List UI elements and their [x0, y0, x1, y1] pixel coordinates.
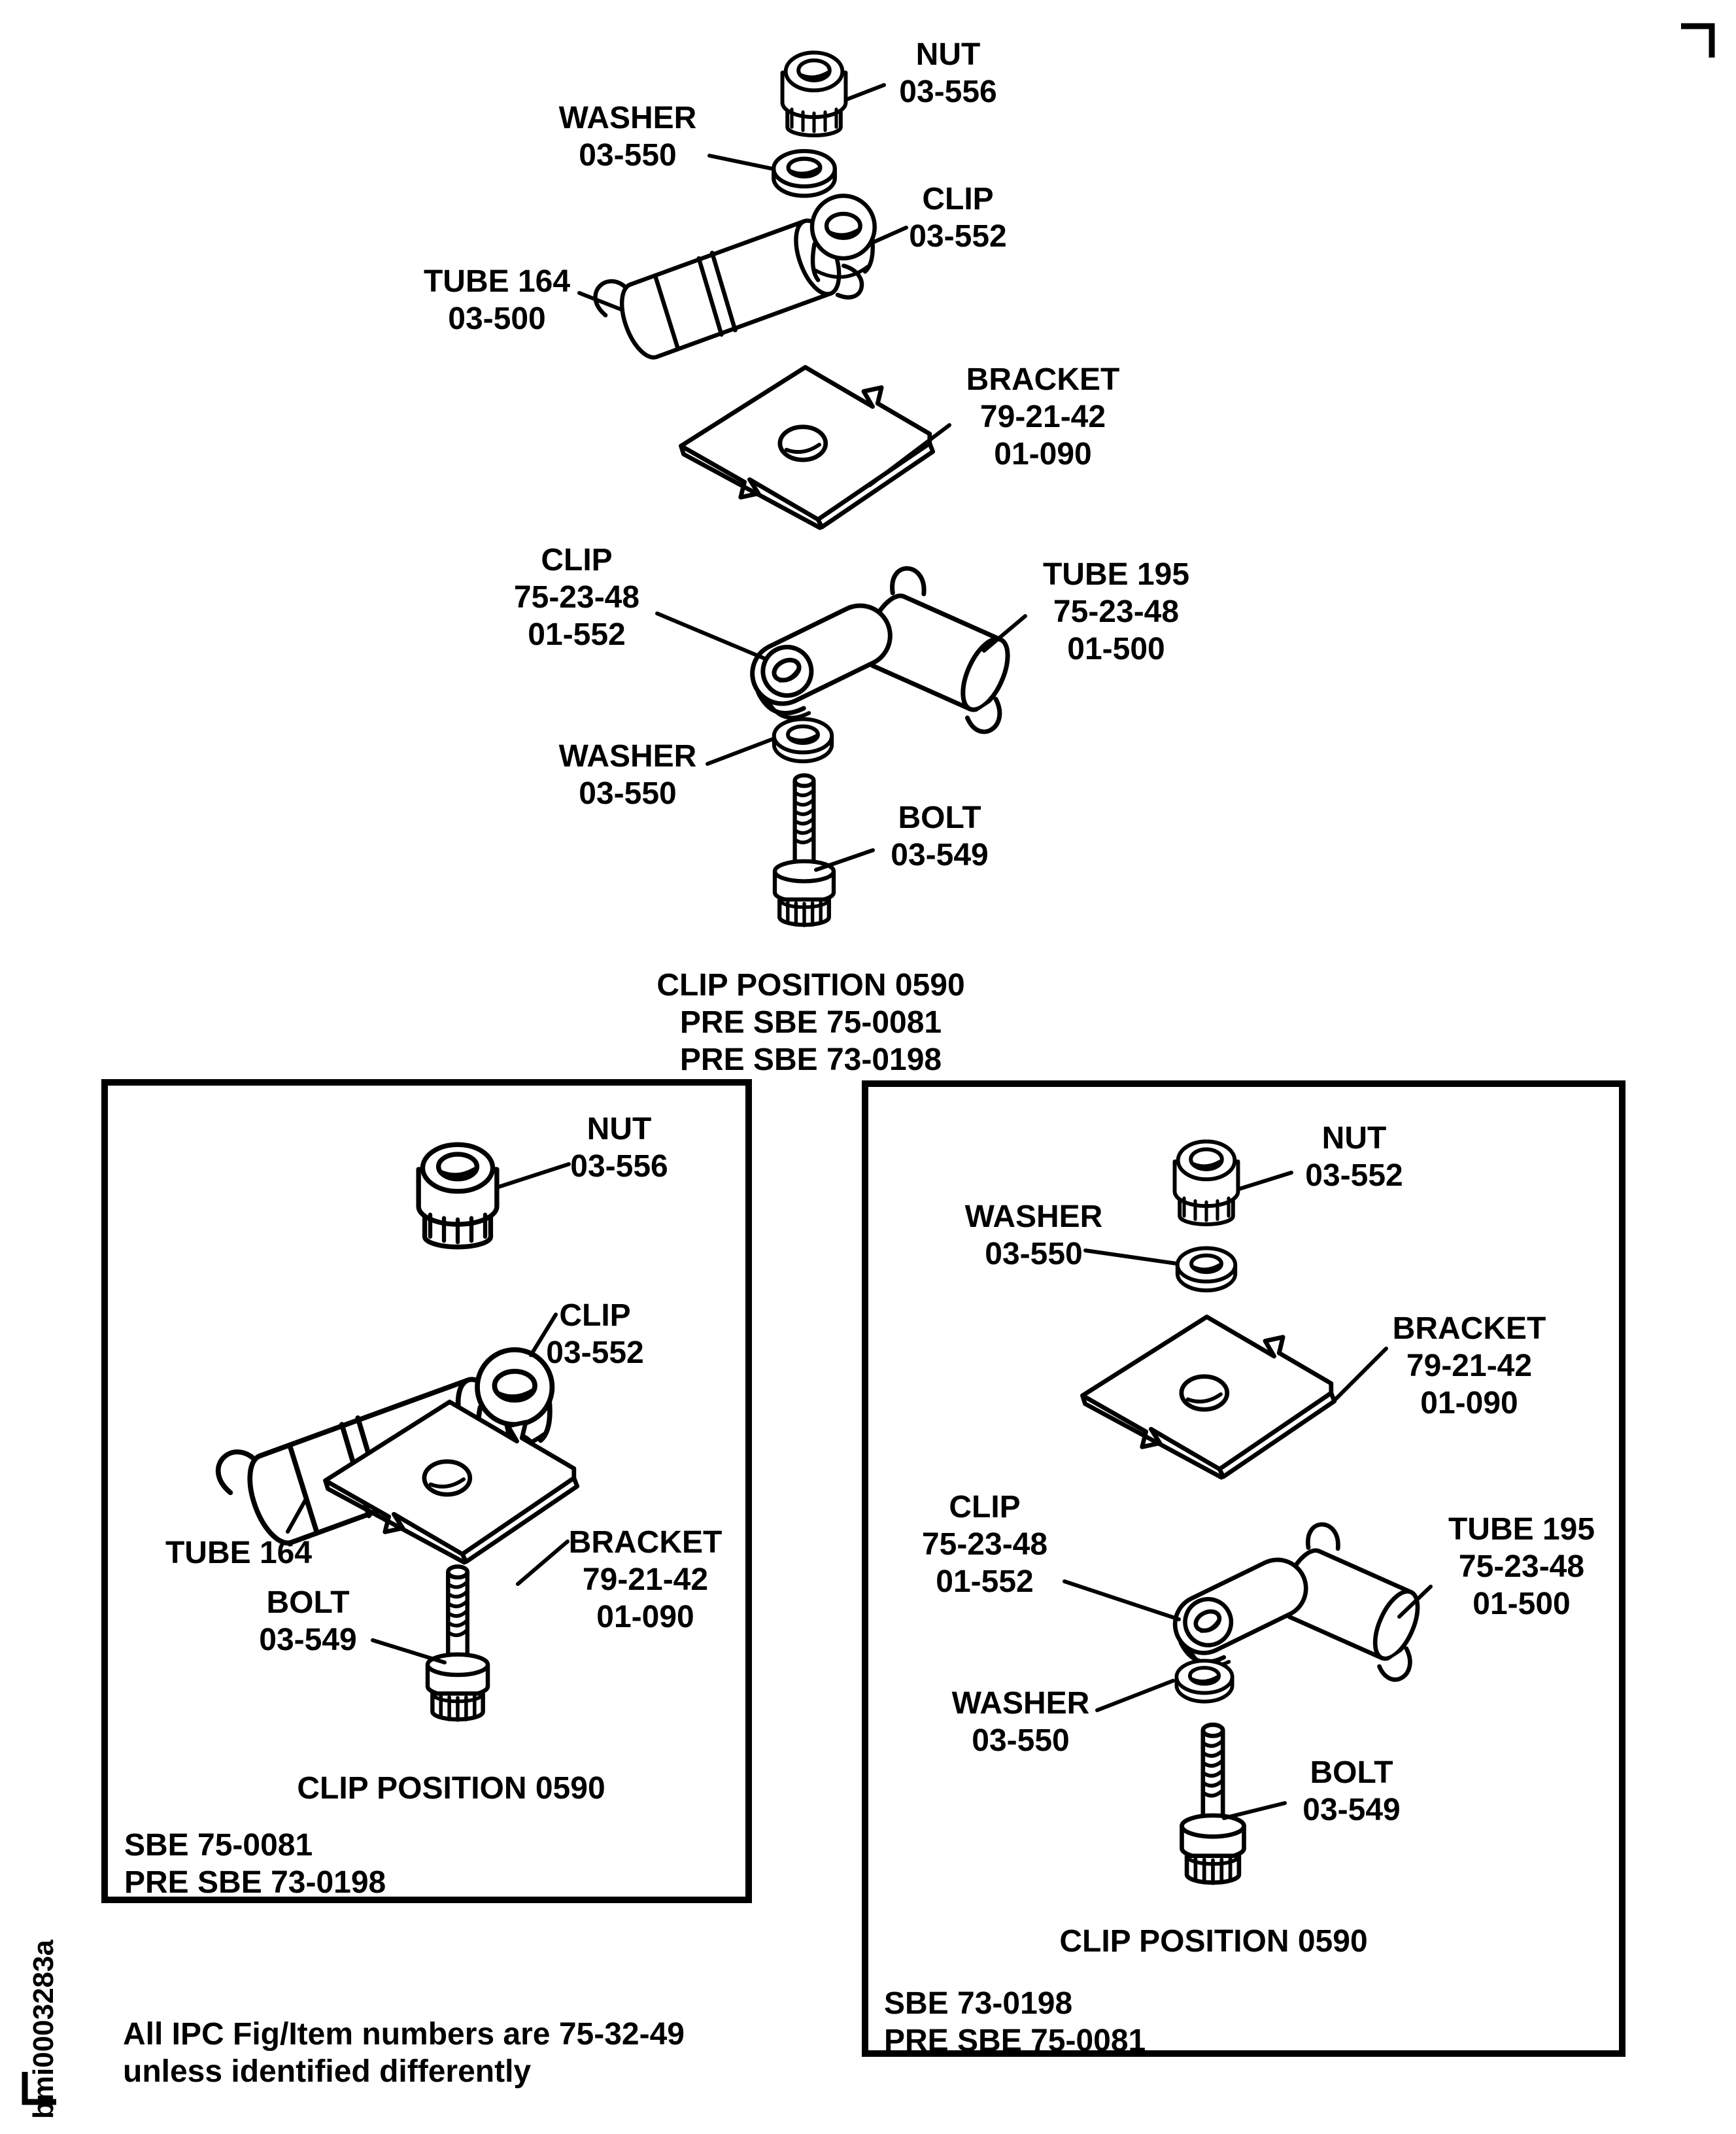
nut-illustration — [418, 1144, 497, 1247]
fig-number: 79-21-42 — [979, 400, 1106, 434]
item-number: 01-090 — [994, 437, 1092, 472]
washer-illustration — [1176, 1661, 1232, 1701]
part-number: 03-550 — [579, 776, 677, 811]
bracket-illustration — [681, 368, 933, 528]
effectivity-line: SBE 73-0198 — [884, 1986, 1073, 2021]
label-top-nut — [870, 36, 1027, 111]
part-number: 03-556 — [899, 75, 997, 109]
crop-mark-top-right — [1681, 26, 1712, 58]
part-name: TUBE 164 — [423, 264, 571, 299]
label-top-washer-lower — [549, 738, 706, 812]
washer-illustration — [774, 151, 835, 196]
right-panel-effectivity — [884, 1985, 1407, 2059]
fig-number: 79-21-42 — [582, 1562, 709, 1597]
label-top-tube164 — [418, 263, 575, 337]
bolt-illustration — [775, 776, 834, 926]
part-name: WASHER — [558, 739, 697, 774]
label-right-tube195 — [1433, 1511, 1610, 1623]
tube-195-clip-illustration — [742, 564, 1040, 736]
item-number: 01-552 — [528, 617, 626, 652]
label-left-tube164 — [157, 1534, 320, 1572]
part-name: NUT — [587, 1112, 652, 1146]
leader-line — [707, 739, 773, 764]
label-right-clip75 — [906, 1489, 1063, 1600]
part-name: BOLT — [1310, 1755, 1393, 1790]
fig-number: 75-23-48 — [513, 580, 640, 615]
part-number: 03-550 — [579, 138, 677, 173]
leader-line — [709, 156, 772, 169]
part-number: 03-500 — [448, 301, 546, 336]
item-number: 01-500 — [1067, 632, 1165, 666]
washer-illustration — [774, 719, 832, 762]
part-name: WASHER — [964, 1199, 1103, 1234]
clip-position: CLIP POSITION 0590 — [656, 968, 965, 1003]
left-panel-effectivity — [124, 1827, 582, 1901]
footnote — [123, 2016, 842, 2090]
clip-position: CLIP POSITION 0590 — [297, 1771, 605, 1806]
effectivity-line: PRE SBE 73-0198 — [124, 1865, 386, 1900]
label-left-clip — [520, 1297, 670, 1371]
effectivity-line: PRE SBE 73-0198 — [679, 1042, 942, 1077]
bracket-illustration — [1083, 1317, 1335, 1477]
part-name: CLIP — [559, 1298, 631, 1333]
part-number: 03-556 — [570, 1149, 668, 1184]
top-diagram-caption — [615, 967, 1007, 1078]
part-number: 03-549 — [891, 838, 989, 872]
left-panel-caption — [288, 1770, 615, 1807]
part-name: TUBE 195 — [1448, 1512, 1595, 1547]
part-name: BRACKET — [1392, 1311, 1546, 1346]
figure-id: bmi0003283a — [27, 1940, 60, 2119]
part-name: NUT — [1321, 1121, 1387, 1156]
part-name: CLIP — [541, 543, 613, 577]
tube-164-clip-illustration — [591, 196, 875, 380]
item-number: 01-090 — [596, 1600, 694, 1634]
part-name: BOLT — [266, 1585, 350, 1620]
part-number: 03-552 — [546, 1335, 644, 1370]
leader-line — [657, 613, 766, 659]
label-top-washer-upper — [549, 99, 706, 174]
label-right-bolt — [1276, 1754, 1427, 1829]
label-left-bracket — [551, 1524, 740, 1636]
nut-illustration — [1175, 1141, 1238, 1224]
footnote-line: unless identified differently — [123, 2054, 532, 2089]
fig-number: 75-23-48 — [1458, 1549, 1585, 1584]
fig-number: 75-23-48 — [921, 1527, 1048, 1562]
part-number: 03-549 — [259, 1623, 357, 1657]
part-name: WASHER — [951, 1686, 1090, 1721]
label-left-nut — [544, 1110, 694, 1185]
leader-line — [373, 1640, 445, 1662]
item-number: 01-500 — [1472, 1587, 1571, 1621]
bolt-illustration — [1182, 1725, 1244, 1883]
part-name: BOLT — [898, 800, 981, 835]
effectivity-line: SBE 75-0081 — [124, 1828, 313, 1863]
part-number: 03-550 — [985, 1237, 1083, 1271]
part-name: BRACKET — [966, 362, 1120, 397]
label-right-washer-lower — [945, 1685, 1096, 1759]
label-top-bolt — [864, 799, 1015, 874]
leader-line — [1097, 1681, 1173, 1710]
part-name: CLIP — [922, 182, 994, 216]
part-number: 03-549 — [1302, 1793, 1401, 1827]
label-top-tube195 — [1028, 556, 1204, 668]
item-number: 01-090 — [1420, 1386, 1518, 1420]
label-right-washer-upper — [959, 1198, 1109, 1273]
item-number: 01-552 — [936, 1564, 1034, 1599]
effectivity-line: PRE SBE 75-0081 — [679, 1005, 942, 1040]
label-top-bracket — [948, 361, 1138, 473]
part-name: TUBE 195 — [1042, 557, 1190, 592]
part-number: 03-552 — [909, 219, 1007, 254]
right-panel-caption — [1017, 1923, 1410, 1960]
washer-illustration — [1178, 1248, 1235, 1291]
part-name: BRACKET — [568, 1525, 723, 1560]
label-top-clip75 — [498, 542, 655, 653]
part-number: 03-552 — [1305, 1158, 1403, 1193]
leader-line — [1064, 1581, 1179, 1619]
label-right-nut — [1279, 1120, 1429, 1194]
label-right-bracket — [1374, 1310, 1564, 1422]
part-name: NUT — [915, 37, 981, 72]
bolt-illustration — [428, 1566, 488, 1720]
effectivity-line: PRE SBE 75-0081 — [884, 2023, 1146, 2058]
label-top-clip — [879, 181, 1036, 255]
clip-position: CLIP POSITION 0590 — [1059, 1924, 1368, 1959]
label-left-bolt — [233, 1584, 383, 1659]
fig-number: 75-23-48 — [1053, 594, 1180, 629]
part-name: WASHER — [558, 101, 697, 135]
part-name: TUBE 164 — [165, 1536, 313, 1570]
part-number: 03-550 — [972, 1723, 1070, 1758]
fig-number: 79-21-42 — [1406, 1349, 1533, 1383]
part-name: CLIP — [949, 1490, 1021, 1524]
nut-illustration — [783, 52, 846, 135]
footnote-line: All IPC Fig/Item numbers are 75-32-49 — [123, 2017, 685, 2052]
